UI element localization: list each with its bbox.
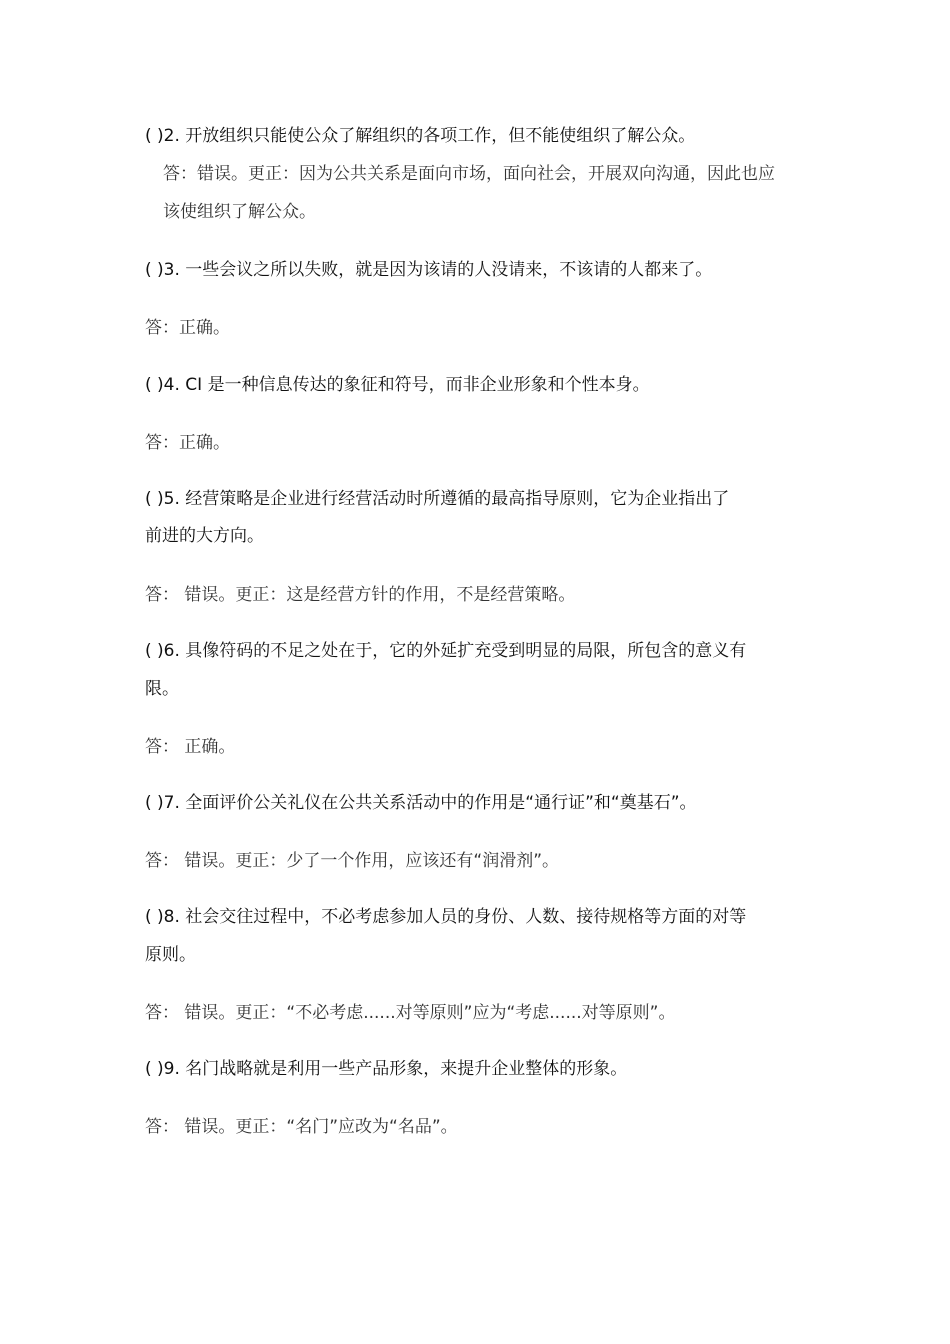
question-8-line-1: ( )8. 社会交往过程中，不必考虑参加人员的身份、人数、接待规格等方面的对等 xyxy=(145,907,747,927)
question-7-line-1: ( )7. 全面评价公关礼仪在公共关系活动中的作用是“通行证”和“奠基石”。 xyxy=(145,793,697,813)
question-5-line-1: ( )5. 经营策略是企业进行经营活动时所遵循的最高指导原则，它为企业指出了 xyxy=(145,489,730,509)
answer-3-line-1: 答：正确。 xyxy=(145,318,230,338)
answer-7-line-1: 答： 错误。更正：少了一个作用，应该还有“润滑剂”。 xyxy=(145,851,560,871)
question-5-line-2: 前进的大方向。 xyxy=(145,526,264,546)
question-3-line-1: ( )3. 一些会议之所以失败，就是因为该请的人没请来，不该请的人都来了。 xyxy=(145,260,713,280)
question-6-line-1: ( )6. 具像符码的不足之处在于，它的外延扩充受到明显的局限，所包含的意义有 xyxy=(145,641,747,661)
answer-8-line-1: 答： 错误。更正：“不必考虑......对等原则”应为“考虑......对等原则”。 xyxy=(145,1003,676,1023)
question-2-line-1: ( )2. 开放组织只能使公众了解组织的各项工作，但不能使组织了解公众。 xyxy=(145,126,696,146)
answer-2-line-2: 该使组织了解公众。 xyxy=(163,202,316,222)
answer-2-line-1: 答：错误。更正：因为公共关系是面向市场，面向社会，开展双向沟通，因此也应 xyxy=(163,164,775,184)
answer-4-line-1: 答：正确。 xyxy=(145,433,230,453)
answer-5-line-1: 答： 错误。更正：这是经营方针的作用，不是经营策略。 xyxy=(145,585,576,605)
question-8-line-2: 原则。 xyxy=(145,945,196,965)
answer-9-line-1: 答： 错误。更正：“名门”应改为“名品”。 xyxy=(145,1117,458,1137)
question-9-line-1: ( )9. 名门战略就是利用一些产品形象，来提升企业整体的形象。 xyxy=(145,1059,628,1079)
answer-6-line-1: 答： 正确。 xyxy=(145,737,236,757)
question-4-line-1: ( )4. CI 是一种信息传达的象征和符号，而非企业形象和个性本身。 xyxy=(145,375,650,395)
question-6-line-2: 限。 xyxy=(145,679,179,699)
